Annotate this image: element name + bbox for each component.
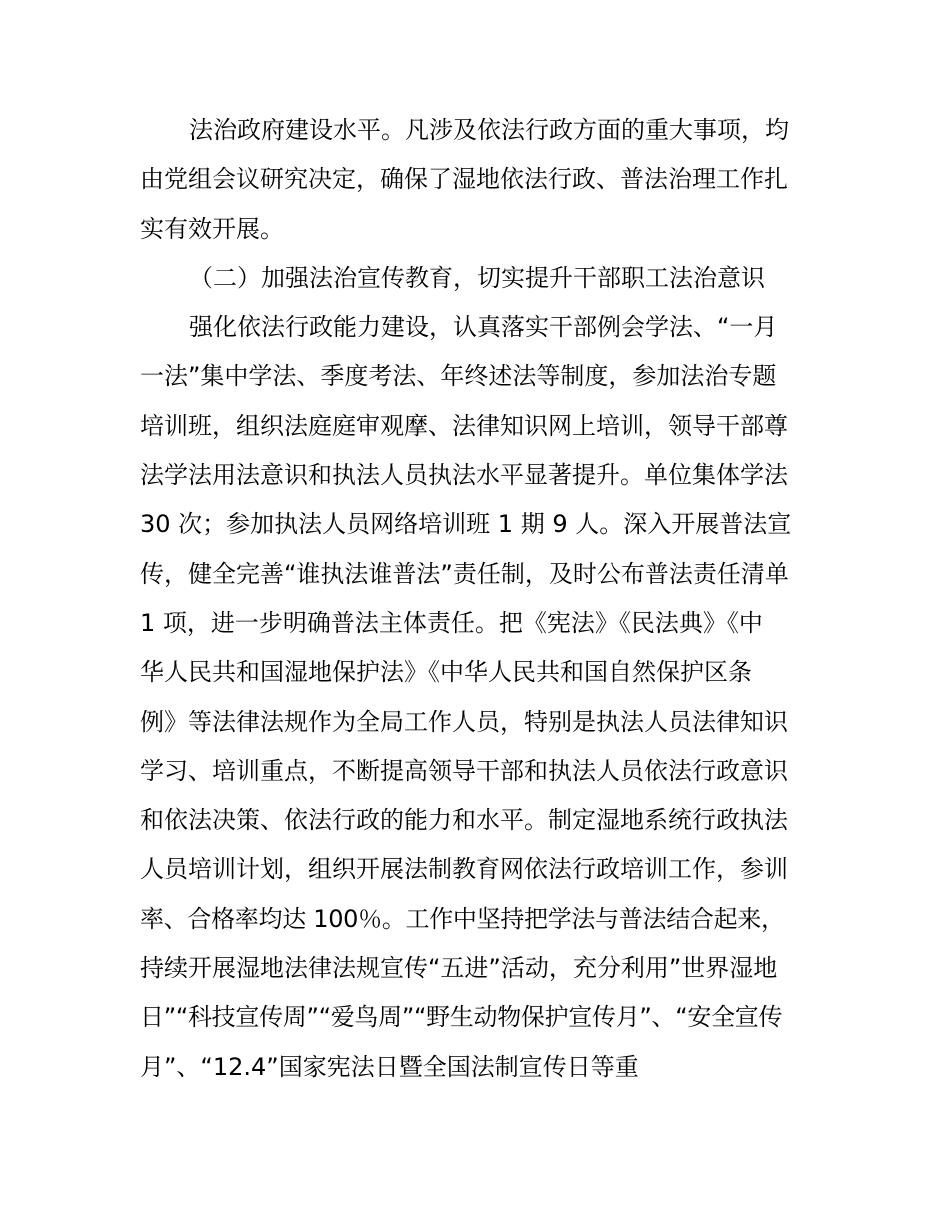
paragraph-line: 和依法决策、依法行政的能力和水平。制定湿地系统行政执法 <box>140 806 788 835</box>
paragraph-line: 培训班，组织法庭庭审观摩、法律知识网上培训，领导干部尊 <box>140 411 788 440</box>
paragraph-line: 月”、“12.4”国家宪法日暨全国法制宣传日等重 <box>140 1052 639 1081</box>
section-heading: （二）加强法治宣传教育，切实提升干部职工法治意识 <box>189 263 765 292</box>
paragraph-line: 例》等法律法规作为全局工作人员，特别是执法人员法律知识 <box>140 707 788 736</box>
paragraph-line: 一法”集中学法、季度考法、年终述法等制度，参加法治专题 <box>140 362 777 391</box>
paragraph-line: 人员培训计划，组织开展法制教育网依法行政培训工作，参训 <box>140 855 788 884</box>
paragraph-line: 30 次；参加执法人员网络培训班 1 期 9 人。深入开展普法宣 <box>140 510 792 539</box>
paragraph-line: 持续开展湿地法律法规宣传“五进”活动，充分利用”世界湿地 <box>140 954 778 983</box>
paragraph-line: 1 项，进一步明确普法主体责任。把《宪法》《民法典》《中 <box>140 608 763 637</box>
paragraph-line: 法治政府建设水平。凡涉及依法行政方面的重大事项，均 <box>189 116 789 144</box>
paragraph-line: 由党组会议研究决定，确保了湿地依法行政、普法治理工作扎 <box>140 165 788 194</box>
paragraph-line: 率、合格率均达 100％。工作中坚持把学法与普法结合起来， <box>140 904 785 933</box>
paragraph-line: 法学法用法意识和执法人员执法水平显著提升。单位集体学法 <box>140 461 788 490</box>
paragraph-line: 学习、培训重点，不断提高领导干部和执法人员依法行政意识 <box>140 756 788 785</box>
paragraph-line: 强化依法行政能力建设，认真落实干部例会学法、“一月 <box>189 313 778 342</box>
paragraph-line: 日”“科技宣传周”“爱鸟周”“野生动物保护宣传月”、“安全宣传 <box>140 1003 783 1032</box>
paragraph-line: 传，健全完善“谁执法谁普法”责任制，及时公布普法责任清单 <box>140 559 789 588</box>
body-text <box>140 106 840 1092</box>
paragraph-line: 实有效开展。 <box>140 214 284 243</box>
paragraph-line: 华人民共和国湿地保护法》《中华人民共和国自然保护区条 <box>140 658 752 687</box>
